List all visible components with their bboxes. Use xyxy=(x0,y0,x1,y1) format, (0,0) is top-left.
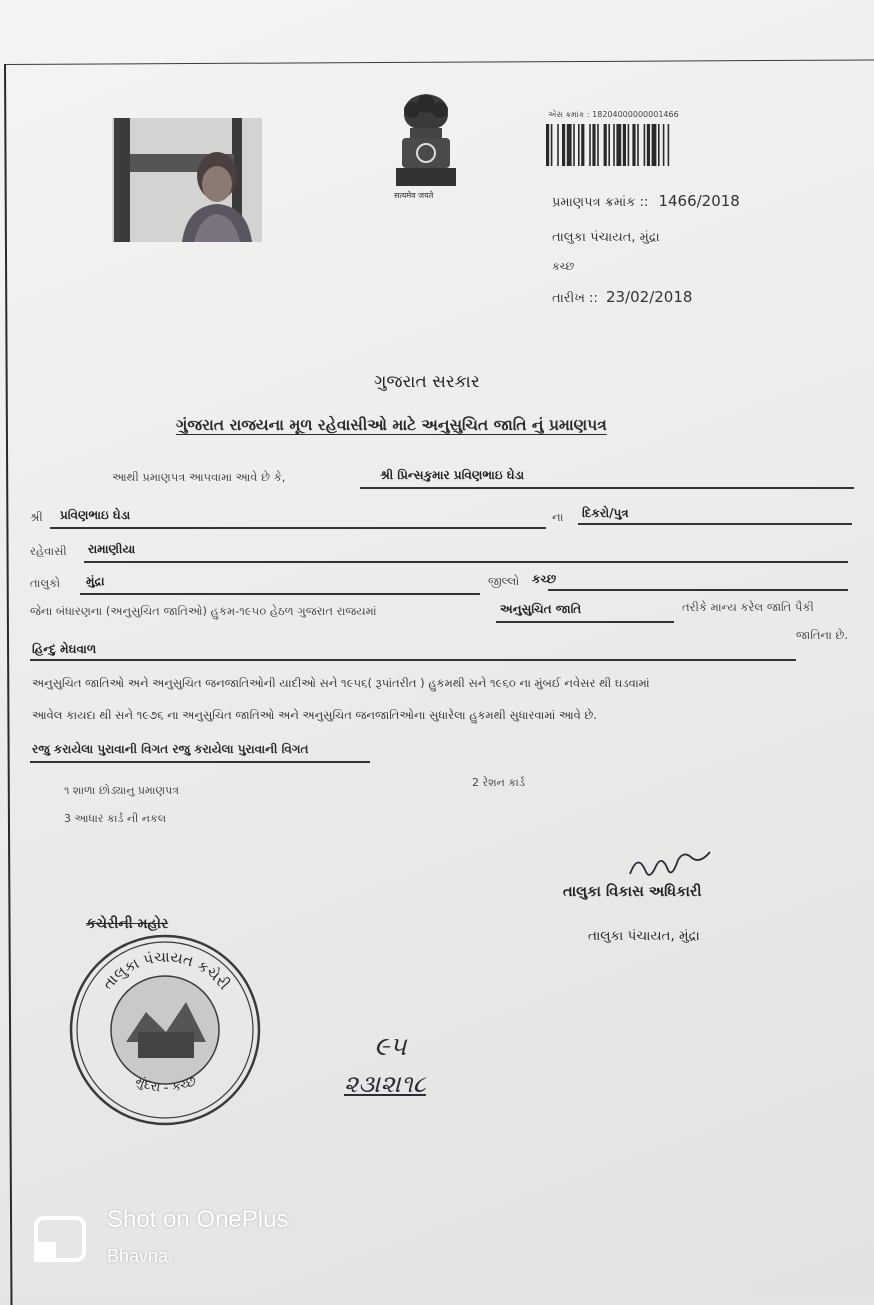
handwritten-date: ૨૩।૨।૧૮ xyxy=(344,1070,426,1098)
evidence-heading: રજુ કરાયેલા પુરાવાની વિગત રજુ કરાયેલા પુરાવાની વિગત xyxy=(32,742,309,756)
evidence-heading-line xyxy=(30,761,370,763)
emblem-motto: सत्यमेव जयते xyxy=(394,191,434,200)
district-value: કચ્છ xyxy=(532,572,557,586)
certificate-number-row xyxy=(552,192,740,210)
taluka-value: મુંદ્રા xyxy=(86,574,105,588)
holder-name: શ્રી પ્રિન્સકુમાર પ્રવિણભાઇ ઘેડા xyxy=(380,468,525,482)
father-name: પ્રવિણભાઇ ઘેડા xyxy=(60,508,131,522)
taluka-label: તાલુકો xyxy=(30,576,61,590)
certificate-title: ગુંજરાત રાજયના મૂળ રહેવાસીઓ માટે અનુસુચિત જાતિ નું પ્રમાણપત્ર xyxy=(176,416,607,434)
taluka-line xyxy=(80,593,480,595)
issue-date: 23/02/2018 xyxy=(605,288,693,306)
national-emblem-icon xyxy=(388,90,464,202)
barcode xyxy=(546,124,740,166)
issuing-district: કચ્છ xyxy=(552,260,575,273)
evidence-item: 3 આધાર કાર્ડ ની નકલ xyxy=(64,812,167,825)
relation-value: દિકરો/પુત્ર xyxy=(582,506,629,520)
resident-label: રહેવાસી xyxy=(30,544,67,558)
legal-paragraph-line2: આવેલ કાયદા થી સને ૧૯૭૬ ના અનુસુચિત જાતિઓ અને અનુસુચિત જનજાતિઓના સુધારેલા હુકમથી સુધારવામાં આવે છે. xyxy=(32,708,597,722)
evidence-item: 2 રેશન કાર્ડ xyxy=(472,776,525,789)
office-seal xyxy=(66,932,264,1128)
order-text: જેના બંધારણના (અનુસુચિત જાતિઓ) હુકમ-૧૯૫૦ હેઠળ ગુજરાત રાજયમાં xyxy=(30,604,377,618)
issuing-office: તાલુકા પંચાયત, મુંદ્રા xyxy=(552,230,660,245)
seal-ring-top: તાલુકા પંચાયત કચેરી xyxy=(98,947,234,994)
relation-line xyxy=(578,523,852,525)
intro-text: આથી પ્રમાણપત્ર આપવામા આવે છે કે, xyxy=(112,470,286,484)
issue-date-label: તારીખ :: xyxy=(552,291,598,306)
holder-name-line xyxy=(360,487,854,489)
caste-value: હિન્દુ મેઘવાળ xyxy=(32,642,97,656)
signatory-title: તાલુકા વિકાસ અધિકારી xyxy=(563,884,702,900)
father-name-line xyxy=(50,527,546,529)
signatory-office: તાલુકા પંચાયત, મુંદ્રા xyxy=(588,928,700,944)
certificate-number: 1466/2018 xyxy=(658,192,740,210)
office-seal-heading: કચેરીની મહોર xyxy=(86,916,169,932)
caste-line xyxy=(30,659,796,661)
issue-date-row xyxy=(552,288,692,306)
barcode-label: એસ ક્રમાંક : 18204000000001466 xyxy=(548,110,679,119)
evidence-item: ૧ શાળા છોડ્યાનુ પ્રમાણપત્ર xyxy=(64,784,179,797)
handwritten-number: ૯૫ xyxy=(374,1032,407,1062)
applicant-photo xyxy=(112,118,262,242)
seal-ring-bottom: મુંદરા - કચ્છ xyxy=(132,1073,200,1096)
officer-signature xyxy=(620,846,720,886)
relation-label: ના xyxy=(552,510,564,524)
father-label: શ્રી xyxy=(30,510,43,524)
resident-line xyxy=(84,561,848,563)
district-label: જીલ્લો xyxy=(488,574,520,588)
category-line xyxy=(496,621,674,623)
district-line xyxy=(548,589,848,591)
watermark-sub: Bhavna xyxy=(107,1246,169,1266)
oneplus-logo-icon xyxy=(34,1216,86,1262)
watermark-main: Shot on OnePlus xyxy=(107,1206,289,1233)
legal-paragraph-line1: અનુસુચિત જાતિઓ અને અનુસુચિત જનજાતિઓની યાદીઓ સને ૧૯૫૬( રૂપાંતરીત ) હુકમથી સને ૧૯૬૦ ના મુંબઈ નવેસર થી ઘડવામાં xyxy=(32,676,650,690)
caste-suffix: જાતિના છે. xyxy=(796,628,849,642)
category-value: અનુસુચિત જાતિ xyxy=(500,602,582,616)
resident-value: રામાણીયા xyxy=(88,542,136,556)
recognised-text: તરીકે માન્ય કરેલ જાતિ પૈકી xyxy=(682,600,814,614)
certificate-number-label: પ્રમાણપત્ર ક્રમાંક :: xyxy=(552,195,649,210)
government-heading: ગુજરાત સરકાર xyxy=(374,372,480,392)
